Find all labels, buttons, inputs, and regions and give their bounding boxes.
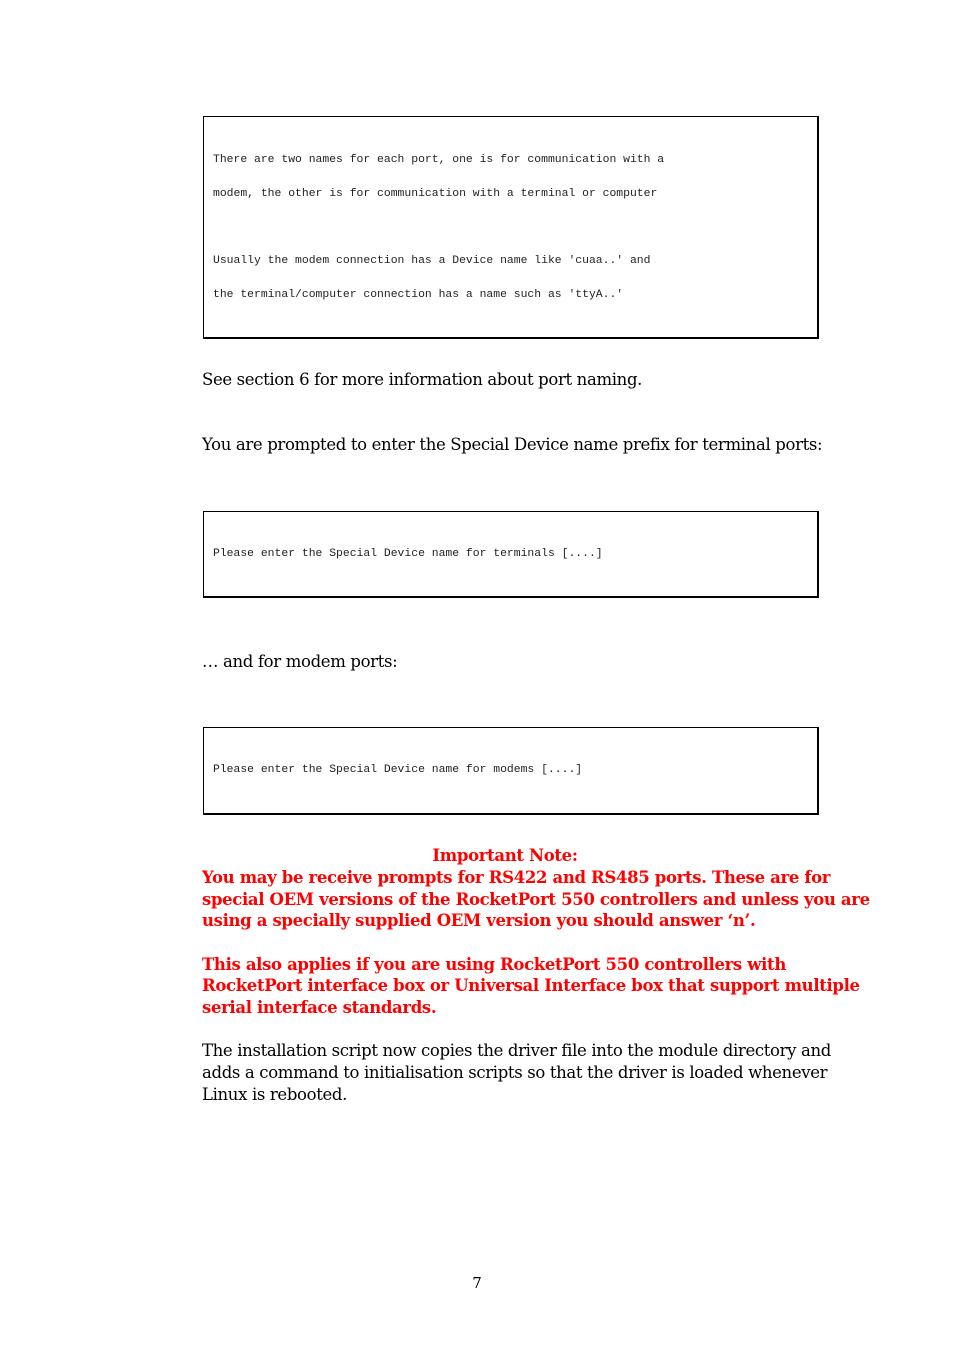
paragraph-install-line: The installation script now copies the driver file into the module directory and	[202, 1041, 832, 1060]
important-note-line: special OEM versions of the RocketPort 550 controllers and unless you are	[202, 890, 870, 909]
paragraph-prompt-terminal: You are prompted to enter the Special Device name prefix for terminal ports:	[202, 435, 823, 454]
important-note-line: serial interface standards.	[202, 998, 437, 1017]
paragraph-install-line: Linux is rebooted.	[202, 1085, 348, 1104]
important-note-line: You may be receive prompts for RS422 and RS485 ports. These are for	[202, 868, 831, 887]
page-number: 7	[472, 1274, 482, 1292]
code-line: Please enter the Special Device name for modems [....]	[213, 764, 583, 776]
paragraph-modem-ports: … and for modem ports:	[202, 652, 398, 671]
code-line: modem, the other is for communication with a terminal or computer	[213, 188, 658, 200]
important-note-line: This also applies if you are using RocketPort 550 controllers with	[202, 955, 786, 974]
code-line: Usually the modem connection has a Device name like 'cuaa..' and	[213, 255, 651, 267]
important-note-heading: Important Note:	[432, 846, 578, 865]
code-box-terminals-prompt	[203, 511, 819, 598]
paragraph-install-line: adds a command to initialisation scripts so that the driver is loaded whenever	[202, 1063, 828, 1082]
code-box-modems-prompt	[203, 727, 819, 815]
code-box-port-names	[203, 116, 819, 339]
important-note-line: RocketPort interface box or Universal Interface box that support multiple	[202, 976, 860, 995]
code-line: Please enter the Special Device name for terminals [....]	[213, 548, 603, 560]
paragraph-section6: See section 6 for more information about port naming.	[202, 370, 643, 389]
important-note-line: using a specially supplied OEM version you should answer ‘n’.	[202, 911, 756, 930]
code-line: the terminal/computer connection has a name such as 'ttyA..'	[213, 289, 624, 301]
code-line: There are two names for each port, one is for communication with a	[213, 154, 665, 166]
